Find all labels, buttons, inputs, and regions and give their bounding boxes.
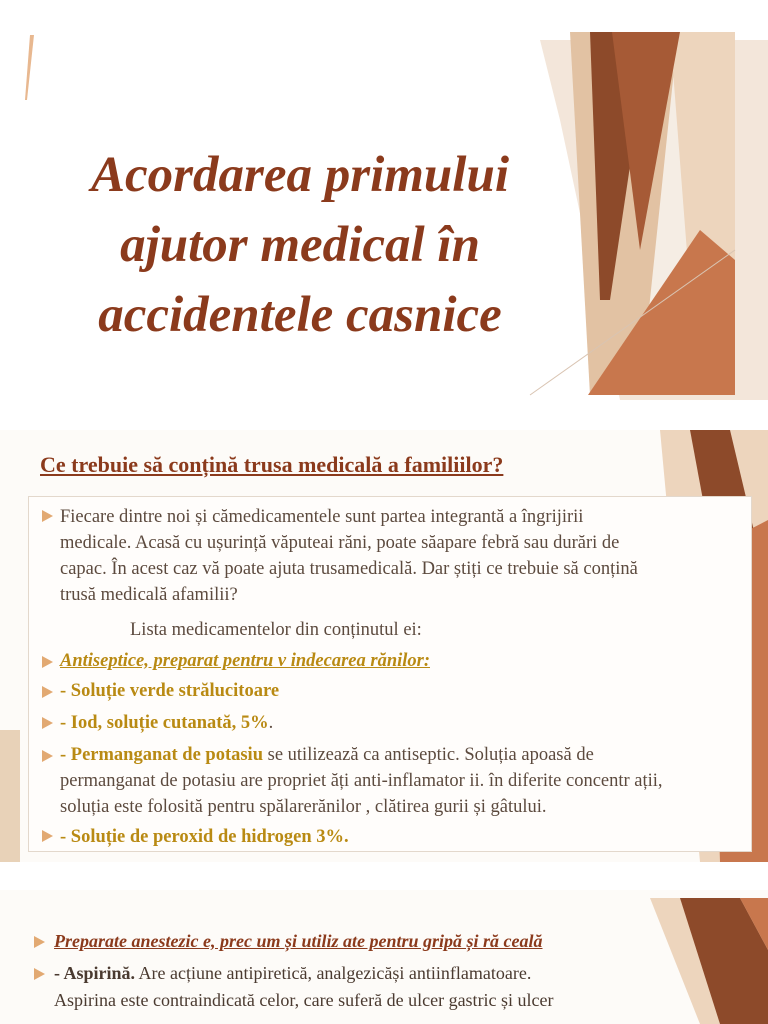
triangle-bullet-icon xyxy=(34,936,45,948)
intro-paragraph: Fiecare dintre noi și cămedicamentele sunt partea integrantă a îngrijirii medicale. Acasă cu ușurință văputeai răni, poate săapare febră sau durări de capac. În acest caz vă poate ajuta trusamedicală. Dar știți ce trebuie să conțină trusă medicală afamilii? xyxy=(60,507,638,605)
list-item-permanganate: - Permanganat de potasiu se utilizează ca antiseptic. Soluția apoasă de permanganat de potasiu are propriet ăți anti-inflamator ii. în diferite concentr ații, soluția este folosită pentru spălarerănilor , clătirea gurii și gâtului. xyxy=(60,745,663,817)
triangle-bullet-icon xyxy=(42,750,53,762)
triangle-bullet-icon xyxy=(42,686,53,698)
slide-title xyxy=(0,0,768,410)
triangle-bullet-icon xyxy=(42,510,53,522)
slide-first-aid-kit xyxy=(0,430,768,862)
anesthetics-heading: Preparate anestezic e, prec um și utiliz ate pentru gripă și ră ceală xyxy=(54,931,543,951)
slide-anesthetics xyxy=(0,890,768,1024)
triangle-bullet-icon xyxy=(34,968,45,980)
triangle-bullet-icon xyxy=(42,656,53,668)
triangle-bullet-icon xyxy=(42,717,53,729)
title-line-3: accidentele casnice xyxy=(98,287,502,343)
title-line-2: ajutor medical în xyxy=(120,217,480,273)
slide-heading: Ce trebuie să conțină trusa medicală a familiilor? xyxy=(40,452,504,477)
presentation-title xyxy=(50,140,550,350)
aspirin-note: Aspirina este contraindicată celor, care suferă de ulcer gastric și ulcer xyxy=(54,990,554,1010)
list-item-green-solution: - Soluție verde strălucitoare xyxy=(60,681,280,701)
list-intro: Lista medicamentelor din conținutul ei: xyxy=(130,620,422,640)
list-item-peroxide: - Soluție de peroxid de hidrogen 3%. xyxy=(60,827,349,847)
list-item-antiseptics: Antiseptice, preparat pentru v indecarea rănilor: xyxy=(60,651,430,671)
triangle-bullet-icon xyxy=(42,830,53,842)
aspirin-item: - Aspirină. Are acțiune antipiretică, analgezicăși antiinflamatoare. xyxy=(54,963,532,983)
list-item-iodine: - Iod, soluție cutanată, 5%. xyxy=(60,713,274,733)
title-line-1: Acordarea primului xyxy=(91,147,509,203)
